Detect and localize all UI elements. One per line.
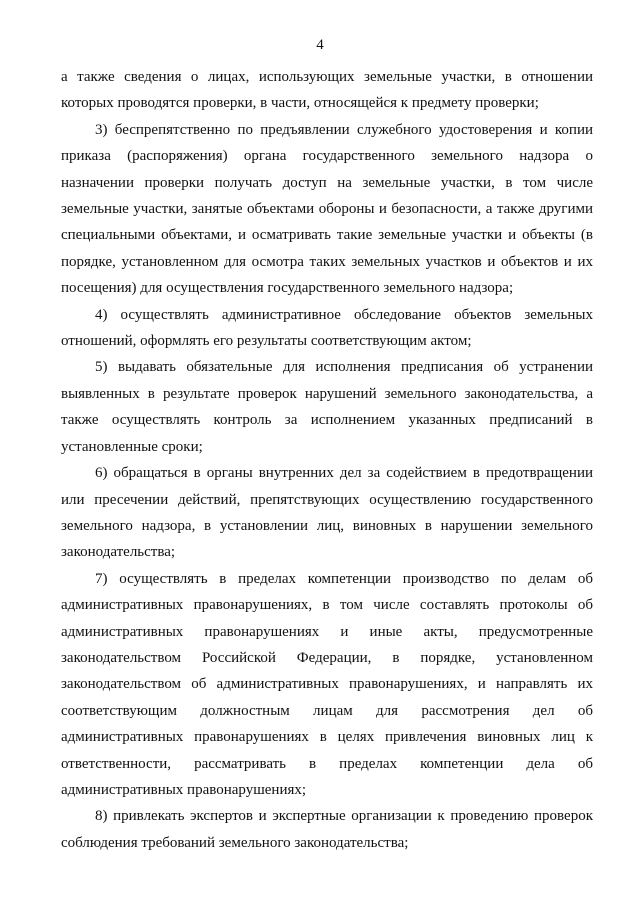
document-body [61,64,593,856]
paragraph-item-3: 3) беспрепятственно по предъявлении служебного удостоверения и копии приказа (распоряжения) органа государственного земельного надзора о назначении проверки получать доступ на земельные участки, в том числе земельные участки, занятые объектами обороны и безопасности, а также другими специальными объектами, и осматривать такие земельные участки и объекты (в порядке, установленном для осмотра таких земельных участков и объектов и их посещения) для осуществления государственного земельного надзора; [61,121,593,297]
paragraph-item-6: 6) обращаться в органы внутренних дел за содействием в предотвращении или пресечении действий, препятствующих осуществлению государственного земельного надзора, в установлении лиц, виновных в нарушении земельного законодательства; [61,465,593,561]
page-number: 4 [316,37,324,53]
paragraph-item-8: 8) привлекать экспертов и экспертные организации к проведению проверок соблюдения требований земельного законодательства; [61,808,593,851]
paragraph-continuation: а также сведения о лицах, использующих земельные участки, в отношении которых проводятся проверки, в части, относящейся к предмету проверки; [61,69,593,112]
paragraph-item-7: 7) осуществлять в пределах компетенции производство по делам об административных правонарушениях, в том числе составлять протоколы об административных правонарушениях и иные акты, предусмотренные законодательством Российской Федерации, в порядке, установленном законодательством об административных правонарушениях, и направлять их соответствующим должностным лицам для рассмотрения дел об административных правонарушениях в целях привлечения виновных лиц к ответственности, рассматривать в пределах компетенции дела об административных правонарушениях; [61,570,593,798]
paragraph-item-4: 4) осуществлять административное обследование объектов земельных отношений, оформлять его результаты соответствующим актом; [61,306,593,350]
paragraph-item-5: 5) выдавать обязательные для исполнения предписания об устранении выявленных в результате проверок нарушений земельного законодательства, а также осуществлять контроль за исполнением указанных предписаний в установленные сроки; [61,359,593,455]
